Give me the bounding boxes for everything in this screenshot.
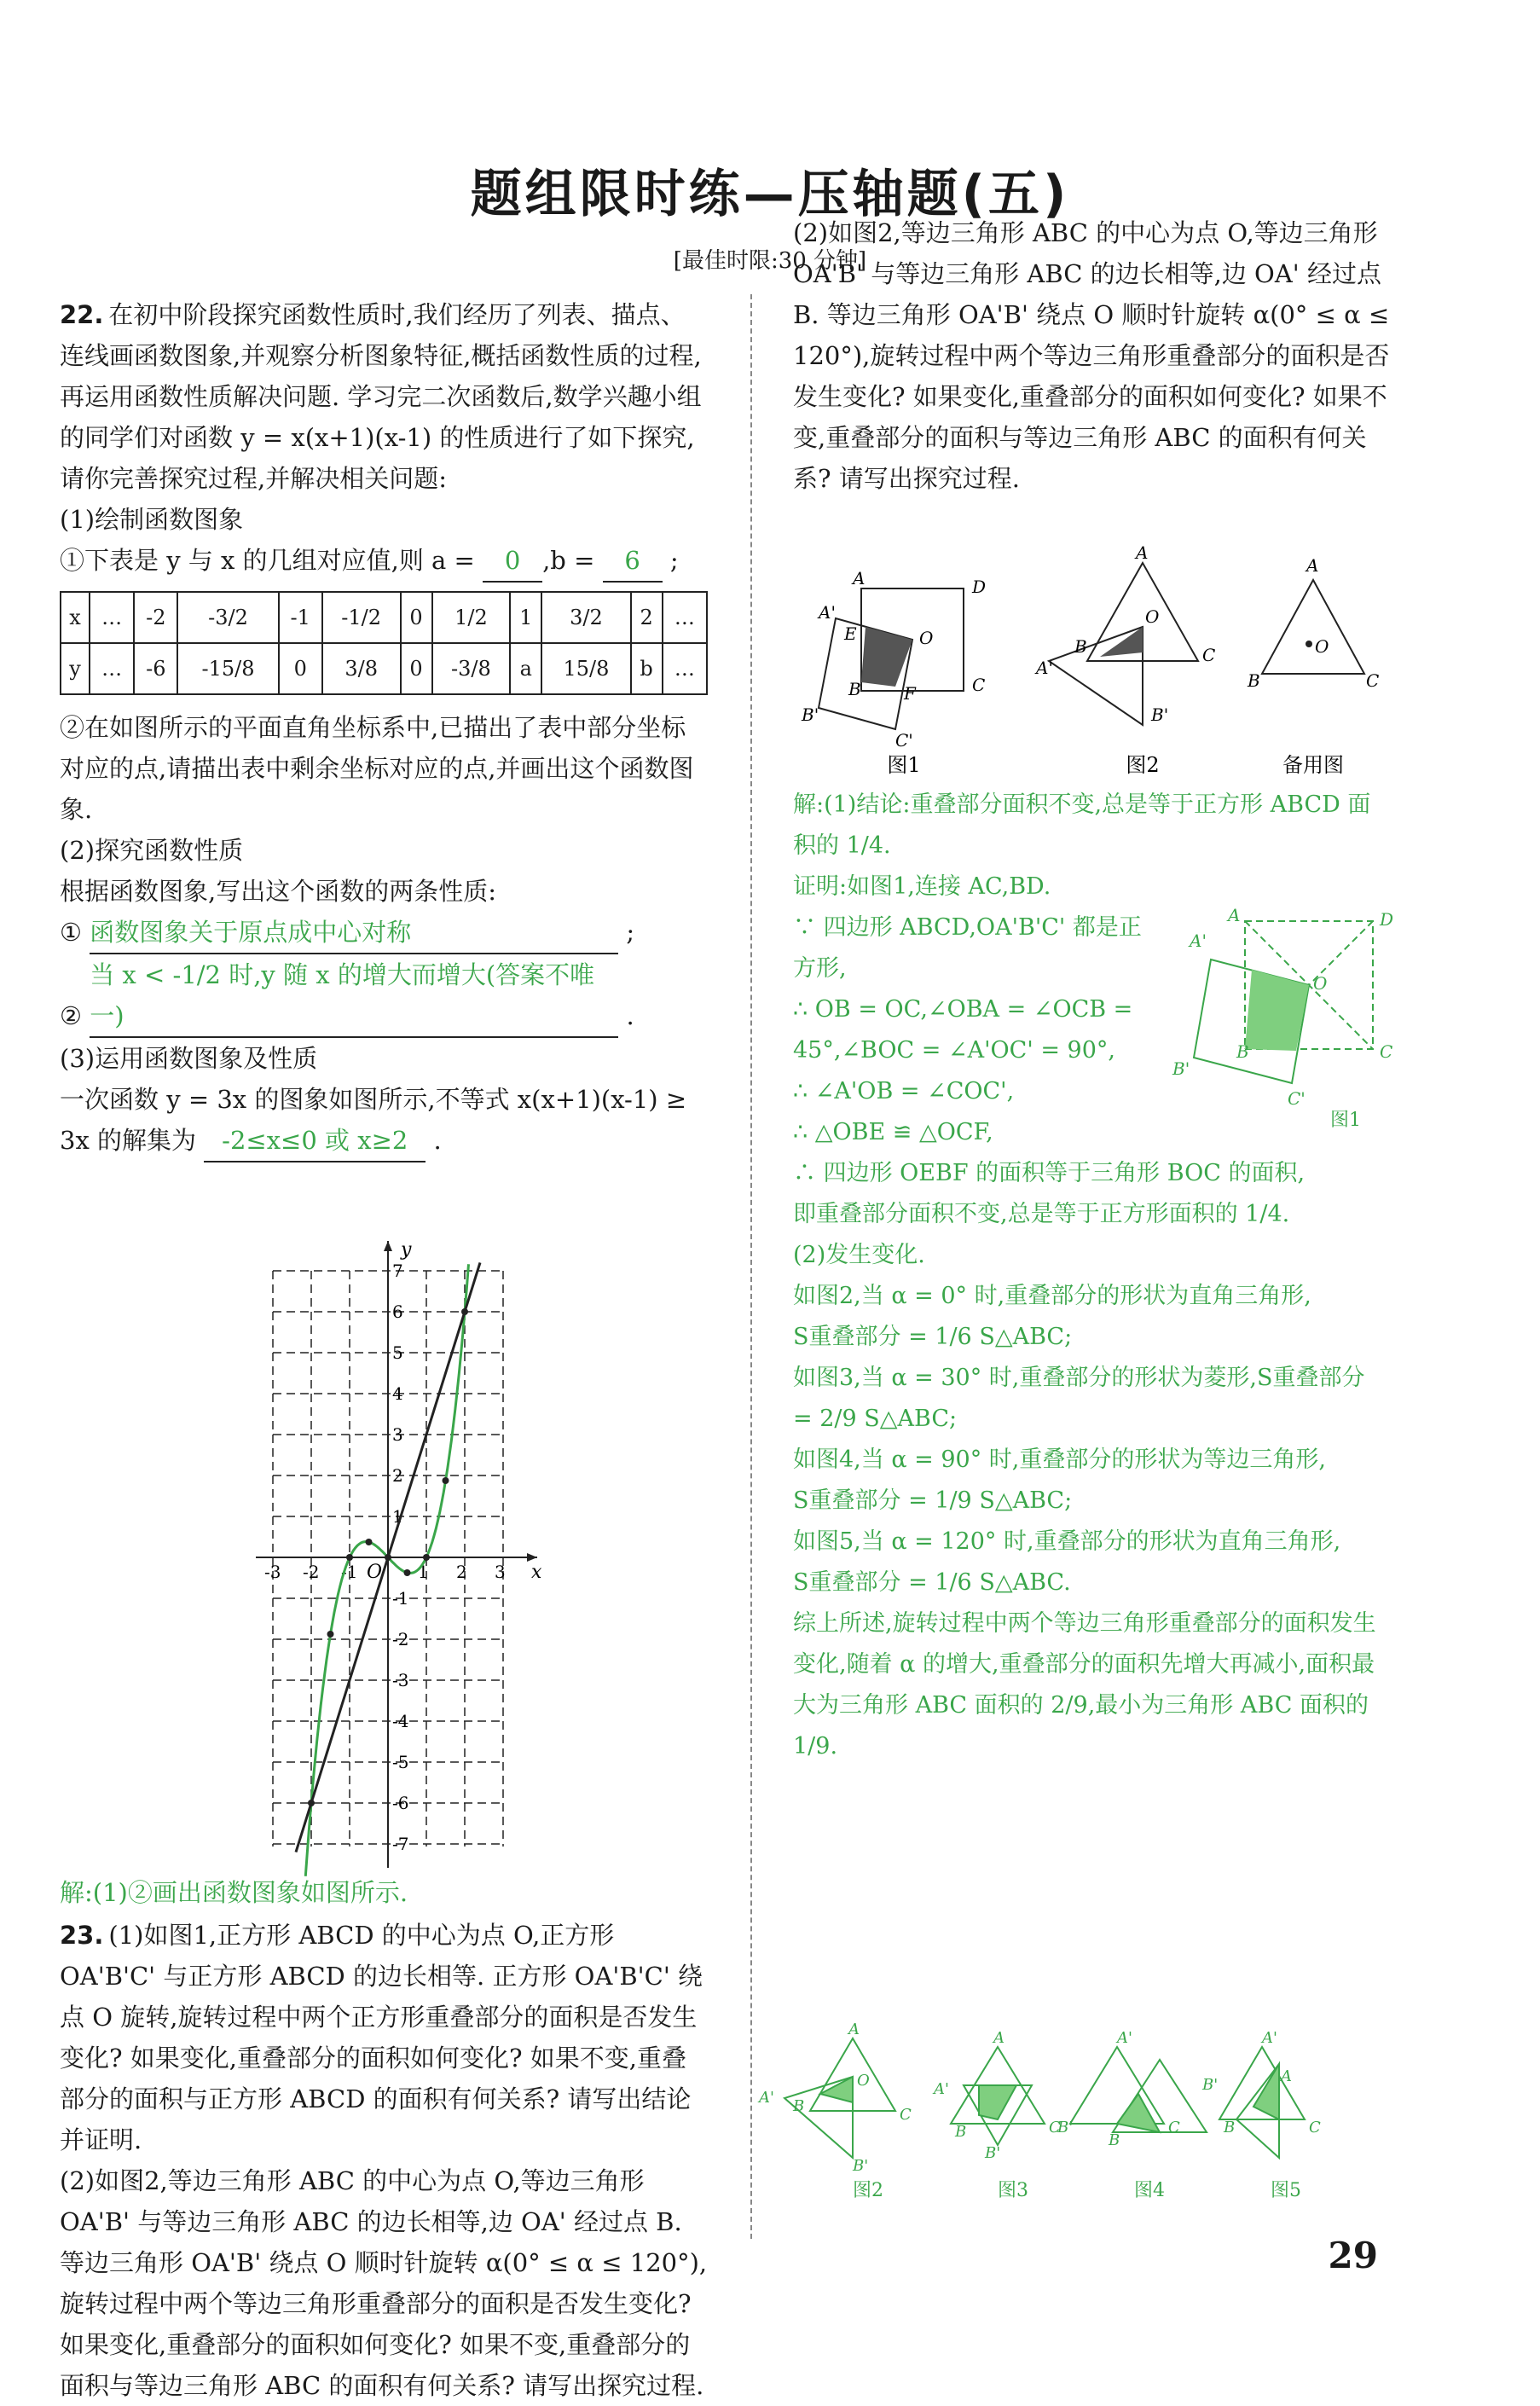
svg-text:A': A' <box>934 2080 949 2098</box>
q23-part2-continued <box>793 218 1398 542</box>
solution-figure-1 <box>1160 904 1407 1143</box>
y-tick-label: -4 <box>392 1711 409 1731</box>
time-limit: [最佳时限:30 分钟] <box>673 248 867 274</box>
svg-text:C: C <box>1202 645 1216 665</box>
svg-text:A': A' <box>819 602 836 623</box>
y-tick-label: 3 <box>392 1424 403 1445</box>
sol-line: 即重叠部分面积不变,总是等于正方形面积的 1/4. <box>793 1201 1290 1227</box>
part1-title: (1)绘制函数图象 <box>60 505 244 534</box>
sol-line: (2)发生变化. <box>793 1242 925 1268</box>
svg-text:B': B' <box>1172 1058 1190 1079</box>
x-tick-label: 2 <box>456 1562 467 1582</box>
figure-caption-2: 图2 <box>1126 753 1160 777</box>
sol-line: 如图5,当 α = 120° 时,重叠部分的形状为直角三角形, <box>793 1528 1341 1555</box>
plotted-point <box>404 1569 411 1576</box>
solution-note: 解:(1)②画出函数图象如图所示. <box>60 1878 408 1907</box>
table-cell-x: x <box>61 592 90 643</box>
svg-text:C: C <box>900 2106 912 2124</box>
table-cell-y: -3/8 <box>432 643 511 694</box>
figure-caption-spare: 备用图 <box>1282 753 1344 777</box>
property-2 <box>60 954 708 1038</box>
question-23 <box>60 1915 708 2400</box>
x-tick-label: -2 <box>303 1562 320 1582</box>
y-tick-label: 4 <box>392 1383 403 1404</box>
answer-b: 6 <box>603 540 663 583</box>
svg-text:B: B <box>793 2097 805 2115</box>
prop1-answer: 函数图象关于原点成中心对称 <box>90 912 618 954</box>
table-cell-y: 15/8 <box>541 643 630 694</box>
sol-line: ∴ 四边形 OEBF 的面积等于三角形 BOC 的面积, <box>793 1160 1306 1186</box>
prop2-label: ② <box>60 1001 82 1030</box>
table-cell-x: 3/2 <box>541 592 630 643</box>
plotted-point <box>443 1477 449 1484</box>
table-cell-x: -3/2 <box>177 592 278 643</box>
part2-desc: 根据函数图象,写出这个函数的两条性质: <box>60 877 496 906</box>
plotted-point <box>327 1631 334 1638</box>
table-cell-x: 2 <box>631 592 663 643</box>
table-cell-x: 1 <box>510 592 541 643</box>
x-axis-arrow-icon <box>527 1553 537 1562</box>
figure-2 <box>1034 542 1215 725</box>
x-axis-label: x <box>531 1562 542 1583</box>
part3-text: 一次函数 y = 3x 的图象如图所示,不等式 x(x+1)(x-1) ≥ 3x 的解集为 <box>60 1085 687 1155</box>
svg-text:A: A <box>1306 555 1319 576</box>
solution-figures-row <box>759 2021 1407 2209</box>
table-cell-x: 1/2 <box>432 592 511 643</box>
y-tick-label: 7 <box>392 1261 403 1281</box>
svg-text:B': B' <box>1057 2119 1074 2136</box>
table-cell-y: y <box>61 643 90 694</box>
y-tick-label: 1 <box>392 1506 403 1527</box>
value-table <box>60 591 708 695</box>
x-tick-label: 1 <box>418 1562 429 1582</box>
question-number: 22. <box>60 300 104 329</box>
svg-text:A': A' <box>1036 658 1053 678</box>
svg-text:E: E <box>844 623 857 644</box>
semicolon: ; <box>669 546 679 575</box>
svg-text:C': C' <box>895 730 913 751</box>
column-divider <box>750 294 752 2239</box>
x-tick-label: 3 <box>495 1562 506 1582</box>
svg-text:B: B <box>1248 670 1260 691</box>
plotted-point <box>385 1554 391 1561</box>
sol-proof <box>793 867 1151 1153</box>
svg-text:C: C <box>1366 670 1380 691</box>
part3-desc: 一次函数 y = 3x 的图象如图所示,不等式 x(x+1)(x-1) ≥ 3x 的解集为 -2≤x≤0 或 x≥2 . <box>60 1079 708 1162</box>
x-tick-label: -3 <box>264 1562 281 1582</box>
svg-text:A': A' <box>1190 931 1207 951</box>
svg-text:O: O <box>1313 973 1328 994</box>
svg-text:C: C <box>1049 2119 1061 2136</box>
table-cell-y: 3/8 <box>322 643 401 694</box>
svg-text:B: B <box>955 2123 967 2141</box>
part3-title: (3)运用函数图象及性质 <box>60 1044 318 1073</box>
q23-part1: (1)如图1,正方形 ABCD 的中心为点 O,正方形 OA'B'C' 与正方形 ABCD 的边长相等. 正方形 OA'B'C' 绕点 O 旋转,旋转过程中两个正方形重叠部分的面积是否发生变化? 如果变化,重叠部分的面积如何变化? 如果不变,重叠部分的面积与正方形 ABCD 的面积有何关系? 请写出结论并证明. <box>60 1921 703 2154</box>
q23-part2: (2)如图2,等边三角形 ABC 的中心为点 O,等边三角形 OA'B' 与等边三角形 ABC 的边长相等,边 OA' 经过点 B. 等边三角形 OA'B' 绕点 O 顺时针旋转 α(0° ≤ α ≤ 120°),旋转过程中两个等边三角形重叠部分的面积是否发生变化? 如果变化,重叠部分的面积如何变化? 如果不变,重叠部分的面积与等边三角形 ABC 的面积有何关系? 请写出探究过程. <box>60 2166 708 2400</box>
table-row-x <box>61 592 707 643</box>
plotted-point <box>366 1539 373 1545</box>
period: . <box>626 1001 634 1030</box>
svg-text:A: A <box>1228 905 1241 925</box>
cubic-curve <box>305 1264 468 1876</box>
svg-text:B': B' <box>985 2144 1001 2162</box>
table-cell-y: a <box>510 643 541 694</box>
svg-text:C: C <box>972 675 986 695</box>
svg-text:B: B <box>1109 2131 1120 2149</box>
table-row-y <box>61 643 707 694</box>
q22-intro: 在初中阶段探究函数性质时,我们经历了列表、描点、连线画函数图象,并观察分析图象特征,概括函数性质的过程,再运用函数性质解决问题. 学习完二次函数后,数学兴趣小组的同学们对函数 y = x(x+1)(x-1) 的性质进行了如下探究,请你完善探究过程,并解决相关问题: <box>60 300 702 493</box>
figure-caption-2: 图2 <box>853 2180 883 2201</box>
b-label: ,b = <box>542 546 595 575</box>
svg-text:B': B' <box>853 2157 869 2175</box>
svg-text:A: A <box>993 2029 1004 2047</box>
y-tick-label: 2 <box>392 1465 403 1486</box>
table-cell-x: … <box>90 592 134 643</box>
table-cell-y: 0 <box>401 643 432 694</box>
svg-text:O: O <box>1315 636 1329 657</box>
table-cell-y: … <box>663 643 707 694</box>
svg-text:A': A' <box>1262 2029 1277 2047</box>
figures-row <box>793 542 1398 785</box>
prop1-label: ① <box>60 918 82 947</box>
figure-caption-1: 图1 <box>887 753 921 777</box>
svg-text:B: B <box>848 679 861 699</box>
sol-line: ∴ ∠A'OB = ∠COC', <box>793 1078 1015 1104</box>
table-cell-y: 0 <box>279 643 322 694</box>
table-cell-y: -6 <box>134 643 177 694</box>
figure-spare <box>1247 555 1379 691</box>
svg-text:C: C <box>1380 1041 1393 1062</box>
svg-text:O: O <box>1145 606 1160 627</box>
svg-text:A: A <box>853 568 866 588</box>
figure-caption-3: 图3 <box>998 2180 1028 2201</box>
svg-text:F: F <box>904 683 916 704</box>
plotted-point <box>308 1800 315 1806</box>
svg-text:O: O <box>857 2072 870 2090</box>
svg-text:B: B <box>1074 636 1087 657</box>
plotted-point <box>423 1554 430 1561</box>
y-axis-arrow-icon <box>384 1241 392 1251</box>
svg-text:C': C' <box>1288 1088 1306 1109</box>
table-cell-y: b <box>631 643 663 694</box>
solution-figure-caption: 图1 <box>1330 1110 1361 1131</box>
q22-solution-note <box>60 1872 708 1913</box>
svg-text:A: A <box>1281 2067 1292 2085</box>
y-tick-label: -6 <box>392 1793 409 1813</box>
page-title: 题组限时练—压轴题(五) <box>470 165 1070 224</box>
svg-text:B: B <box>1224 2119 1236 2136</box>
svg-text:B': B' <box>802 704 819 725</box>
sol-line: 如图4,当 α = 90° 时,重叠部分的形状为等边三角形, <box>793 1446 1326 1473</box>
svg-text:D: D <box>1380 909 1394 930</box>
svg-text:C: C <box>1309 2119 1321 2136</box>
part1-q2: ②在如图所示的平面直角坐标系中,已描出了表中部分坐标对应的点,请描出表中剩余坐标对应的点,并画出这个函数图象. <box>60 713 694 824</box>
part2-title: (2)探究函数性质 <box>60 836 244 865</box>
q1-prefix: ①下表是 y 与 x 的几组对应值,则 a = <box>60 546 475 575</box>
table-cell-x: 0 <box>401 592 432 643</box>
prop2-answer: 当 x < -1/2 时,y 随 x 的增大而增大(答案不唯一) <box>90 954 618 1038</box>
page-number: 29 <box>1328 2235 1378 2276</box>
part3-answer: -2≤x≤0 或 x≥2 <box>204 1120 426 1162</box>
svg-text:C: C <box>1168 2119 1180 2136</box>
svg-text:O: O <box>919 628 934 648</box>
y-tick-label: -7 <box>392 1834 409 1854</box>
sol-line: 证明:如图1,连接 AC,BD. <box>793 873 1051 900</box>
y-tick-label: 6 <box>392 1302 403 1322</box>
y-tick-label: -5 <box>392 1752 409 1772</box>
figure-caption-5: 图5 <box>1271 2180 1301 2201</box>
y-tick-label: -3 <box>392 1670 409 1690</box>
svg-text:A': A' <box>1117 2029 1132 2047</box>
sol-line: S重叠部分 = 1/6 S△ABC. <box>793 1569 1071 1596</box>
svg-text:B': B' <box>1151 704 1169 725</box>
answer-a: 0 <box>483 540 542 583</box>
y-tick-label: 5 <box>392 1342 403 1363</box>
part1-q1 <box>60 540 708 583</box>
sol-line: ∴ OB = OC,∠OBA = ∠OCB = 45°,∠BOC = ∠A'OC' = 90°, <box>793 996 1133 1064</box>
table-cell-x: -1/2 <box>322 592 401 643</box>
table-cell-y: -15/8 <box>177 643 278 694</box>
svg-text:B: B <box>1236 1041 1249 1062</box>
sol-line: S重叠部分 = 1/9 S△ABC; <box>793 1487 1073 1514</box>
plotted-point <box>461 1308 468 1315</box>
figure-caption-4: 图4 <box>1134 2180 1165 2201</box>
question-number: 23. <box>60 1921 104 1950</box>
svg-text:A: A <box>848 2020 860 2038</box>
function-graph <box>247 1237 554 1876</box>
sol-line: 解:(1)结论:重叠部分面积不变,总是等于正方形 ABCD 面积的 1/4. <box>793 791 1371 859</box>
question-22 <box>60 294 708 1162</box>
sol-line: ∵ 四边形 ABCD,OA'B'C' 都是正方形, <box>793 914 1142 982</box>
y-tick-label: -2 <box>392 1629 409 1649</box>
y-axis-label: y <box>401 1239 412 1261</box>
x-tick-label: -1 <box>341 1562 358 1582</box>
svg-text:D: D <box>972 577 987 597</box>
plotted-point <box>346 1554 353 1561</box>
y-tick-label: -1 <box>392 1588 409 1609</box>
origin-label: O <box>367 1562 383 1583</box>
sol-line: ∴ △OBE ≌ △OCF, <box>793 1119 993 1145</box>
property-1: ① 函数图象关于原点成中心对称 ; <box>60 912 708 954</box>
table-cell-x: -1 <box>279 592 322 643</box>
sol-line: 如图2,当 α = 0° 时,重叠部分的形状为直角三角形, <box>793 1283 1311 1309</box>
svg-text:A: A <box>1136 542 1149 563</box>
sol-line: S重叠部分 = 1/6 S△ABC; <box>793 1324 1073 1350</box>
table-cell-x: -2 <box>134 592 177 643</box>
table-cell-y: … <box>90 643 134 694</box>
table-cell-x: … <box>663 592 707 643</box>
svg-text:A': A' <box>759 2089 774 2107</box>
sol-line: 综上所述,旋转过程中两个等边三角形重叠部分的面积发生变化,随着 α 的增大,重叠部分的面积先增大再减小,面积最大为三角形 ABC 面积的 2/9,最小为三角形 ABC 面积的 1/9. <box>793 1610 1376 1760</box>
svg-text:B': B' <box>1202 2076 1219 2094</box>
q23-part2-text: (2)如图2,等边三角形 ABC 的中心为点 O,等边三角形 OA'B' 与等边三角形 ABC 的边长相等,边 OA' 经过点 B. 等边三角形 OA'B' 绕点 O 顺时针旋转 α(0° ≤ α ≤ 120°),旋转过程中两个等边三角形重叠部分的面积是否发生变化? 如果变化,重叠部分的面积如何变化? 如果不变,重叠部分的面积与等边三角形 ABC 的面积有何关系? 请写出探究过程. <box>793 218 1390 493</box>
sol-line: 如图3,当 α = 30° 时,重叠部分的形状为菱形,S重叠部分 = 2/9 S△ABC; <box>793 1365 1365 1432</box>
figure-1 <box>801 568 986 751</box>
